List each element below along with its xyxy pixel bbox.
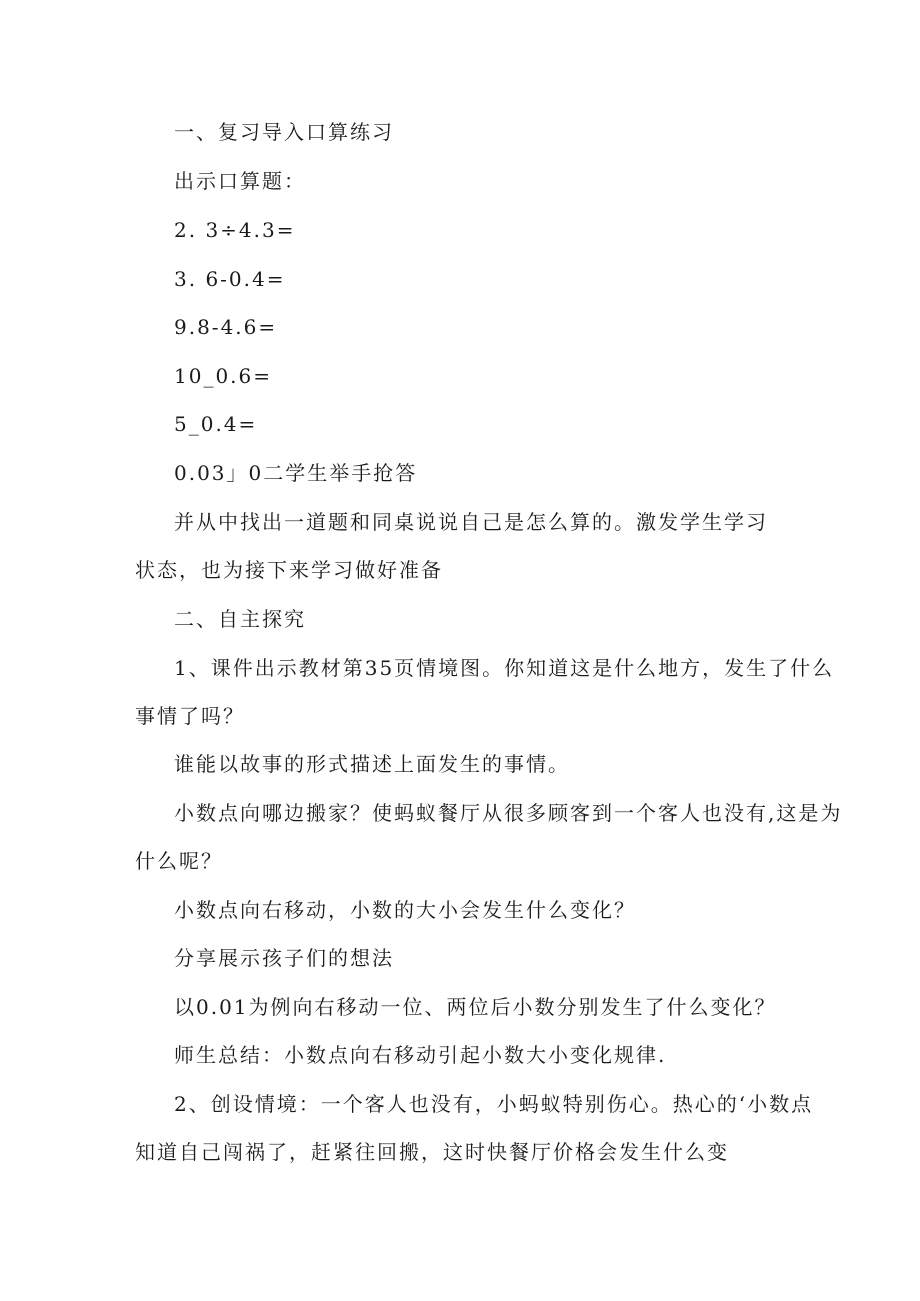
- paragraph-line: 知道自己闯祸了，赶紧往回搬，这时快餐厅价格会发生什么变: [135, 1140, 729, 1164]
- paragraph-line: 谁能以故事的形式描述上面发生的事情。: [174, 752, 570, 776]
- paragraph-line: 什么呢？: [135, 849, 223, 873]
- math-problem: 10_0.6=: [174, 364, 273, 388]
- paragraph-line: 1、课件出示教材第35页情境图。你知道这是什么地方，发生了什么: [174, 656, 835, 680]
- paragraph-line: 小数点向右移动，小数的大小会发生什么变化？: [174, 898, 636, 922]
- math-problem: 3. 6-0.4=: [174, 267, 286, 291]
- math-problem: 2. 3÷4.3=: [174, 218, 296, 242]
- math-problem: 9.8-4.6=: [174, 315, 278, 339]
- paragraph-line: 事情了吗？: [135, 704, 245, 728]
- paragraph-line: 并从中找出一道题和同桌说说自己是怎么算的。激发学生学习: [174, 510, 768, 534]
- heading-explore: 二、自主探究: [174, 607, 306, 631]
- paragraph-line: 师生总结：小数点向右移动引起小数大小变化规律.: [174, 1043, 667, 1067]
- paragraph-line: 小数点向哪边搬家？使蚂蚁餐厅从很多顾客到一个客人也没有,这是为: [174, 801, 843, 825]
- paragraph-line: 2、创设情境：一个客人也没有，小蚂蚁特别伤心。热心的‘小数点: [174, 1092, 814, 1116]
- paragraph-line: 出示口算题：: [174, 169, 306, 193]
- paragraph-line: 分享展示孩子们的想法: [174, 946, 394, 970]
- math-problem: 0.03」0二学生举手抢答: [174, 461, 418, 485]
- heading-review: 一、复习导入口算练习: [174, 120, 394, 144]
- paragraph-line: 以0.01为例向右移动一位、两位后小数分别发生了什么变化？: [174, 995, 777, 1019]
- paragraph-line: 状态，也为接下来学习做好准备: [135, 558, 443, 582]
- math-problem: 5_0.4=: [174, 412, 258, 436]
